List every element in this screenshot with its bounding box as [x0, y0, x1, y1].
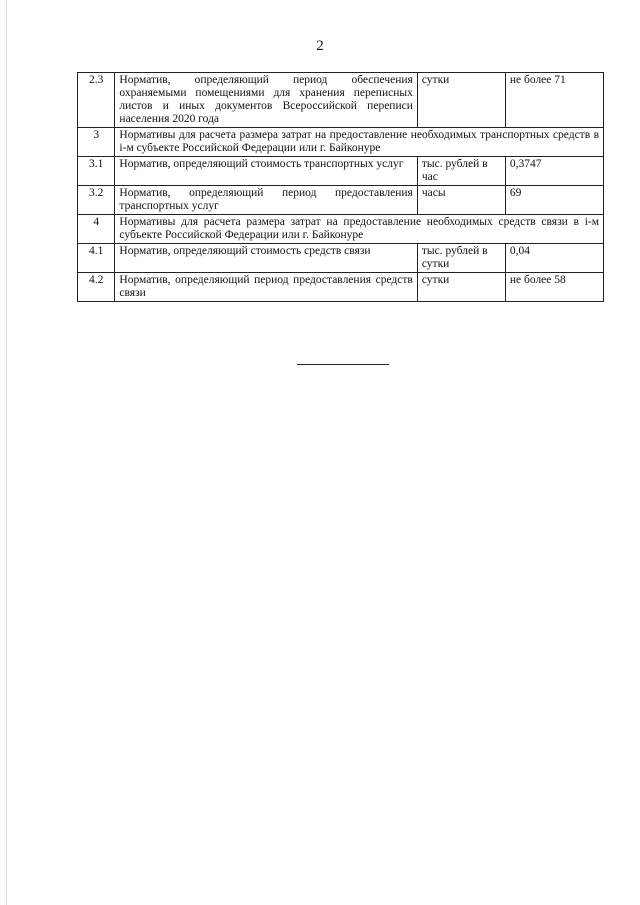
row-unit: сутки [417, 73, 505, 128]
page-edge-line [6, 0, 7, 905]
row-number: 3.2 [78, 186, 115, 215]
table-row [78, 244, 604, 273]
table-row [78, 215, 604, 244]
row-value: 0,04 [505, 244, 603, 273]
row-description: Норматив, определяющий период предоставления средств связи [115, 273, 417, 302]
table-row [78, 186, 604, 215]
row-description: Норматив, определяющий период предоставления транспортных услуг [115, 186, 417, 215]
row-number: 3 [78, 128, 115, 157]
row-description: Норматив, определяющий стоимость средств связи [115, 244, 417, 273]
row-description: Норматив, определяющий период обеспечения охраняемыми помещениями для хранения переписных листов и иных документов Всероссийской переписи населения 2020 года [115, 73, 417, 128]
table-row [78, 157, 604, 186]
row-unit: тыс. рублей в сутки [417, 244, 505, 273]
section-heading: Нормативы для расчета размера затрат на предоставление необходимых средств связи в i-м субъекте Российской Федерации или г. Байконуре [115, 215, 604, 244]
row-value: 0,3747 [505, 157, 603, 186]
row-value: не более 58 [505, 273, 603, 302]
end-separator-line [297, 364, 389, 365]
table-row [78, 273, 604, 302]
row-unit: сутки [417, 273, 505, 302]
norms-table [77, 72, 604, 302]
row-number: 2.3 [78, 73, 115, 128]
table-row [78, 73, 604, 128]
row-number: 4.2 [78, 273, 115, 302]
section-heading: Нормативы для расчета размера затрат на предоставление необходимых транспортных средств в i-м субъекте Российской Федерации или г. Байконуре [115, 128, 604, 157]
row-number: 4.1 [78, 244, 115, 273]
row-number: 4 [78, 215, 115, 244]
row-description: Норматив, определяющий стоимость транспортных услуг [115, 157, 417, 186]
row-number: 3.1 [78, 157, 115, 186]
row-value: 69 [505, 186, 603, 215]
row-unit: часы [417, 186, 505, 215]
page-number: 2 [316, 38, 324, 54]
row-value: не более 71 [505, 73, 603, 128]
table-row [78, 128, 604, 157]
row-unit: тыс. рублей в час [417, 157, 505, 186]
